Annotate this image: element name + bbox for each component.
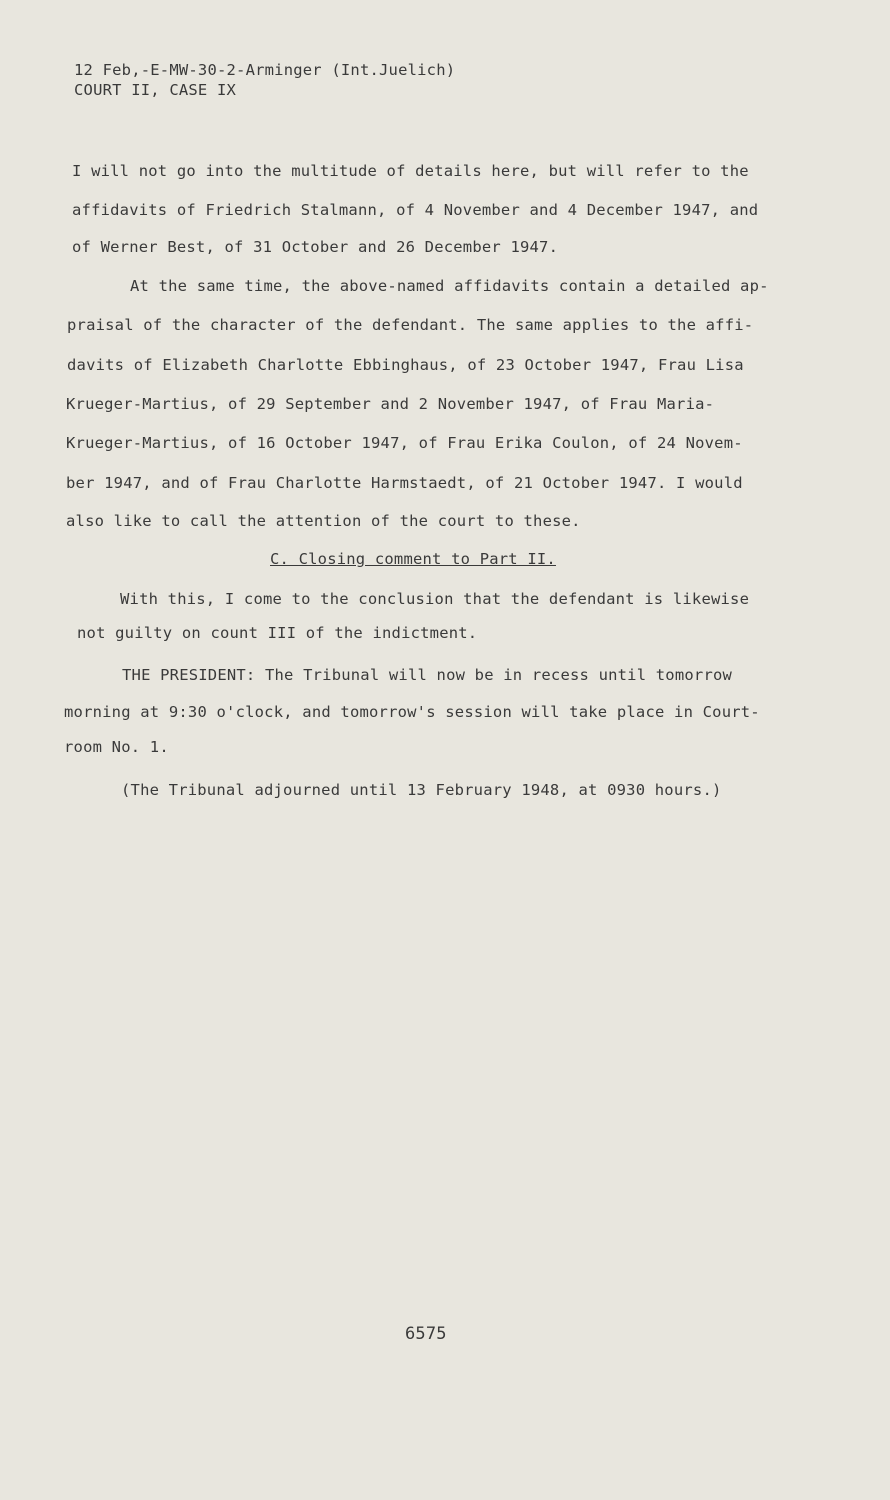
paragraph-2-line-4: Krueger-Martius, of 29 September and 2 November 1947, of Frau Maria- — [66, 395, 715, 413]
paragraph-2-line-3: davits of Elizabeth Charlotte Ebbinghaus, of 23 October 1947, Frau Lisa — [67, 356, 744, 374]
paragraph-2-line-5: Krueger-Martius, of 16 October 1947, of Frau Erika Coulon, of 24 Novem- — [66, 434, 743, 452]
paragraph-2-line-1: At the same time, the above-named affidavits contain a detailed ap- — [130, 277, 769, 295]
paragraph-4-line-3: room No. 1. — [64, 738, 169, 756]
paragraph-2-line-6: ber 1947, and of Frau Charlotte Harmstaedt, of 21 October 1947. I would — [66, 474, 743, 492]
paragraph-1-line-3: of Werner Best, of 31 October and 26 December 1947. — [72, 238, 559, 256]
header-reference-line: 12 Feb,-E-MW-30-2-Arminger (Int.Juelich) — [74, 61, 456, 79]
section-heading: C. Closing comment to Part II. — [270, 550, 556, 568]
paragraph-3-line-1: With this, I come to the conclusion that the defendant is likewise — [120, 590, 750, 608]
paragraph-4-line-1: THE PRESIDENT: The Tribunal will now be in recess until tomorrow — [122, 666, 733, 684]
paragraph-4-line-2: morning at 9:30 o'clock, and tomorrow's session will take place in Court- — [64, 703, 760, 721]
paragraph-3-line-2: not guilty on count III of the indictment. — [77, 624, 478, 642]
document-header — [74, 60, 455, 100]
paragraph-2-line-2: praisal of the character of the defendant. The same applies to the affi- — [67, 316, 754, 334]
header-court-case-line: COURT II, CASE IX — [74, 81, 237, 99]
adjournment-note: (The Tribunal adjourned until 13 February 1948, at 0930 hours.) — [121, 781, 722, 799]
page-number: 6575 — [405, 1324, 447, 1344]
paragraph-1-line-1: I will not go into the multitude of details here, but will refer to the — [72, 162, 749, 180]
paragraph-2-line-7: also like to call the attention of the court to these. — [66, 512, 581, 530]
paragraph-1-line-2: affidavits of Friedrich Stalmann, of 4 November and 4 December 1947, and — [72, 201, 759, 219]
